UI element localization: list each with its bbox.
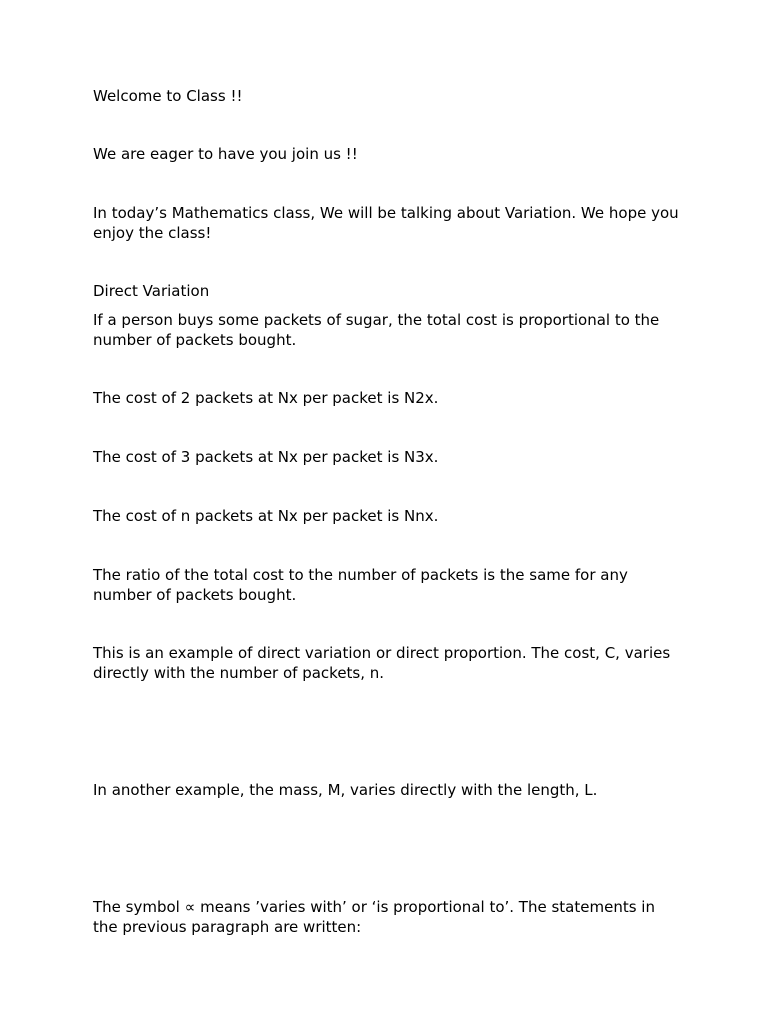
sugar-paragraph: If a person buys some packets of sugar, the total cost is proportional to the number of packets bought. xyxy=(93,311,660,349)
cost-2-packets: The cost of 2 packets at Nx per packet is N2x. xyxy=(93,389,439,407)
section-heading: Direct Variation xyxy=(93,282,210,300)
cost-n-packets: The cost of n packets at Nx per packet is Nnx. xyxy=(93,507,439,525)
cost-3-packets: The cost of 3 packets at Nx per packet is N3x. xyxy=(93,448,439,466)
direct-variation-paragraph: This is an example of direct variation or direct proportion. The cost, C, varies directly with the number of packets, n. xyxy=(93,644,671,682)
mass-length-paragraph: In another example, the mass, M, varies directly with the length, L. xyxy=(93,781,598,799)
ratio-paragraph: The ratio of the total cost to the number of packets is the same for any number of packets bought. xyxy=(93,566,628,604)
intro-paragraph: In today’s Mathematics class, We will be talking about Variation. We hope you enjoy the class! xyxy=(93,204,679,242)
welcome-text: Welcome to Class !! xyxy=(93,87,243,105)
symbol-paragraph: The symbol ∝ means ’varies with’ or ‘is proportional to’. The statements in the previous paragraph are written: xyxy=(93,898,655,936)
eager-text: We are eager to have you join us !! xyxy=(93,145,358,163)
